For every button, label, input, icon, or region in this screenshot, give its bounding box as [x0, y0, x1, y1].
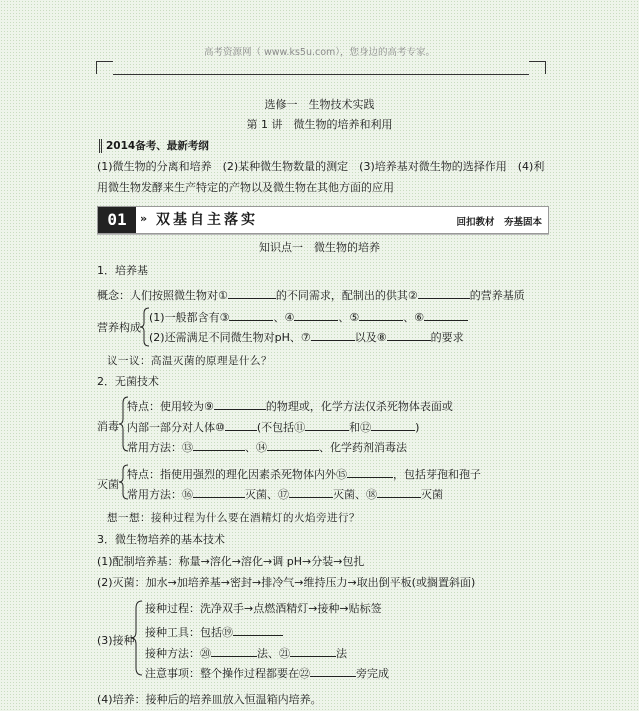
sterile-label: 灭菌: [97, 478, 119, 491]
blank-2[interactable]: [418, 286, 470, 299]
blank-14[interactable]: [267, 438, 319, 451]
inoculation-brace: [131, 600, 143, 676]
comp2-text-b: 以及⑧: [354, 331, 387, 344]
comp1-text-c: 、⑤: [338, 311, 360, 324]
blank-3[interactable]: [229, 308, 273, 321]
page-header: 高考资源网（ www.ks5u.com），您身边的高考专家。: [203, 47, 436, 58]
lecture-title: 第 1 讲 微生物的培养和利用: [246, 118, 393, 131]
composition-label: 营养构成: [97, 321, 141, 334]
banner-number: 01: [98, 207, 136, 233]
blank-4[interactable]: [294, 308, 338, 321]
d1-text-a: 特点：使用较为⑨: [127, 400, 214, 413]
concept-text-c: 的营养基质: [469, 289, 525, 302]
i4-text-a: 注意事项：整个操作过程都要在㉒: [145, 667, 310, 680]
blank-9[interactable]: [214, 397, 266, 410]
sterile-line-1: [127, 465, 481, 482]
i3-text-b: 法、㉑: [257, 647, 290, 660]
step-2: (2)灭菌：加水→加培养基→密封→排冷气→维持压力→取出倒平板(或搁置斜面): [97, 576, 476, 589]
m1-text-a: 特点：指使用强烈的理化因素杀死物体内外⑮: [127, 468, 347, 481]
inoculation-tools: [145, 623, 283, 640]
disinfect-label: 消毒: [97, 420, 119, 433]
sterile-line-2: [127, 485, 443, 502]
inoculation-notes: [145, 664, 389, 681]
blank-18[interactable]: [377, 485, 421, 498]
m1-text-b: ，包括芽孢和孢子: [393, 468, 481, 481]
section-banner: [97, 206, 549, 234]
blank-21[interactable]: [290, 644, 336, 657]
blank-8[interactable]: [387, 328, 431, 341]
i2-text-a: 接种工具：包括⑲: [145, 626, 233, 639]
d3-text-b: 、⑭: [245, 441, 267, 454]
step-4: (4)培养：接种后的培养皿放入恒温箱内培养。: [97, 693, 322, 706]
blank-10[interactable]: [225, 418, 257, 431]
blank-13[interactable]: [193, 438, 245, 451]
section-1-heading: 1．培养基: [97, 264, 148, 277]
d2-text-d: ): [415, 421, 420, 434]
blank-16[interactable]: [193, 485, 245, 498]
i3-text-c: 法: [336, 647, 347, 660]
m2-text-d: 灭菌: [421, 488, 443, 501]
m2-text-c: 灭菌、⑱: [333, 488, 377, 501]
d3-text-c: 、化学药剂消毒法: [319, 441, 407, 454]
comp2-text-a: (2)还需满足不同微生物对pH、⑦: [149, 331, 311, 344]
syllabus-line-1: (1)微生物的分离和培养 (2)某种微生物数量的测定 (3)培养基对微生物的选择作用 (4)利: [97, 160, 545, 173]
concept-text-a: 概念：人们按照微生物对①: [97, 289, 228, 302]
i4-text-b: 旁完成: [356, 667, 389, 680]
think-question-2: 想一想：接种过程为什么要在酒精灯的火焰旁进行？: [107, 512, 360, 524]
i3-text-a: 接种方法：⑳: [145, 647, 211, 660]
comp1-text-b: 、④: [273, 311, 295, 324]
step-1: (1)配制培养基：称量→溶化→溶化→调 pH→分装→包扎: [97, 555, 365, 568]
knowledge-point-title: 知识点一 微生物的培养: [259, 241, 380, 254]
blank-7[interactable]: [311, 328, 355, 341]
header-rule-right-tick: [545, 61, 546, 74]
concept-line: [97, 286, 525, 303]
blank-20[interactable]: [211, 644, 257, 657]
comp1-text-a: (1)一般都含有③: [149, 311, 230, 324]
inoculation-methods: [145, 644, 347, 661]
header-rule-left-end: [96, 61, 113, 62]
blank-22[interactable]: [310, 664, 356, 677]
d2-text-c: 和⑫: [349, 421, 372, 434]
header-rule-left-tick: [96, 61, 97, 74]
header-rule: [113, 74, 529, 75]
think-question-1: 议一议：高温灭菌的原理是什么？: [107, 355, 272, 367]
exam-tag: 2014备考、最新考纲: [99, 139, 209, 153]
banner-subtitle: 回扣教材 夯基固本: [456, 217, 542, 228]
m2-text-b: 灭菌、⑰: [245, 488, 289, 501]
inoculation-process: 接种过程：洗净双手→点燃酒精灯→接种→贴标签: [145, 602, 382, 615]
composition-line-2: [149, 328, 464, 345]
disinfect-line-1: [127, 397, 453, 414]
blank-1[interactable]: [228, 286, 276, 299]
header-rule-right-end: [529, 61, 546, 62]
inoculation-label: (3)接种: [97, 634, 135, 647]
composition-line-1: [149, 308, 468, 325]
syllabus-line-2: 用微生物发酵来生产特定的产物以及微生物在其他方面的应用: [97, 181, 394, 194]
d2-text-a: 内部一部分对人体⑩: [127, 421, 225, 434]
comp2-text-c: 的要求: [430, 331, 464, 344]
blank-5[interactable]: [359, 308, 403, 321]
banner-title: 双基自主落实: [156, 212, 258, 228]
blank-11[interactable]: [305, 418, 349, 431]
d3-text-a: 常用方法：⑬: [127, 441, 193, 454]
concept-text-b: 的不同需求，配制出的供其②: [275, 289, 418, 302]
blank-12[interactable]: [371, 418, 415, 431]
m2-text-a: 常用方法：⑯: [127, 488, 193, 501]
blank-19[interactable]: [233, 623, 283, 636]
disinfect-line-2: [127, 418, 419, 435]
comp1-text-d: 、⑥: [403, 311, 425, 324]
blank-17[interactable]: [289, 485, 333, 498]
disinfect-line-3: [127, 438, 407, 455]
section-2-heading: 2．无菌技术: [97, 375, 159, 388]
blank-6[interactable]: [424, 308, 468, 321]
blank-15[interactable]: [347, 465, 393, 478]
doc-title: 选修一 生物技术实践: [264, 98, 375, 111]
banner-arrow-icon: »: [140, 212, 148, 225]
d1-text-b: 的物理或，化学方法仅杀死物体表面或: [265, 400, 453, 413]
section-3-heading: 3．微生物培养的基本技术: [97, 533, 225, 546]
d2-text-b: (不包括⑪: [256, 421, 306, 434]
